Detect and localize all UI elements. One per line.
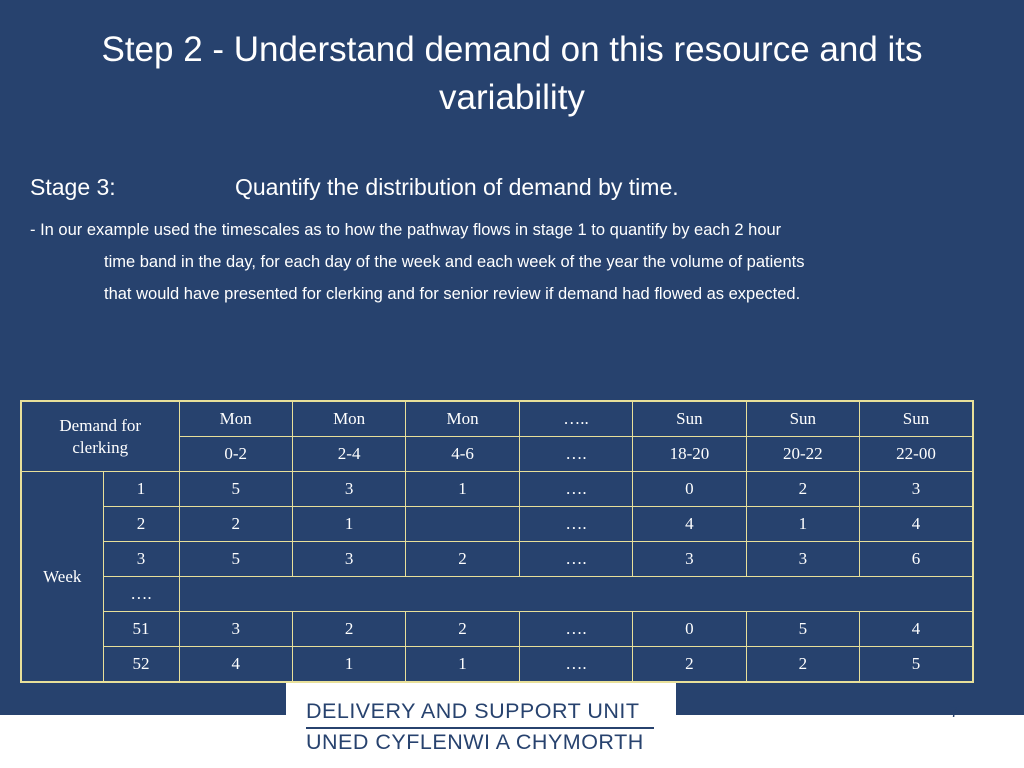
table-row [21,507,973,542]
table-cell: …. [519,647,632,683]
table-cell: 3 [633,542,746,577]
table-cell: 2 [633,647,746,683]
table-cell: 4 [179,647,292,683]
table-cell: 1 [292,507,405,542]
table-row-ellipsis [21,577,973,612]
table-cell: 3 [860,472,973,507]
logo-line-english: DELIVERY AND SUPPORT UNIT [306,699,640,723]
table-cell: 1 [292,647,405,683]
description-line-2: time band in the day, for each day of the week and each week of the year the volume of patients [104,253,805,271]
table-row [21,542,973,577]
table-cell: 3 [746,542,859,577]
logo-line-welsh: UNED CYFLENWI A CHYMORTH [306,730,644,754]
table-cell: 4 [860,507,973,542]
header-day: Sun [746,401,859,437]
table-cell: 4 [633,507,746,542]
table-cell: 5 [746,612,859,647]
table-cell: 1 [746,507,859,542]
week-number: 2 [103,507,179,542]
header-day: Sun [633,401,746,437]
stage-heading [30,172,679,202]
table-cell: 2 [292,612,405,647]
stage-text: Quantify the distribution of demand by time. [235,174,679,200]
table-row [21,612,973,647]
table-cell: 5 [179,542,292,577]
table-cell-empty [179,577,973,612]
page-number: 7 [950,704,959,721]
table-cell: 6 [860,542,973,577]
header-day: Mon [292,401,405,437]
header-band: 4-6 [406,437,519,472]
table-cell: …. [519,507,632,542]
week-number: 1 [103,472,179,507]
week-number: …. [103,577,179,612]
header-day: ….. [519,401,632,437]
header-day: Mon [406,401,519,437]
header-band: 22-00 [860,437,973,472]
week-number: 52 [103,647,179,683]
header-day: Mon [179,401,292,437]
table-cell: …. [519,612,632,647]
header-band: 18-20 [633,437,746,472]
table-cell: 2 [406,612,519,647]
table-cell: 2 [746,647,859,683]
header-row-days [21,401,973,437]
table-cell: 3 [292,542,405,577]
header-band: 2-4 [292,437,405,472]
table-cell: 2 [179,507,292,542]
header-band: …. [519,437,632,472]
table-cell: 2 [406,542,519,577]
table-cell: 5 [860,647,973,683]
table-cell: 4 [860,612,973,647]
unit-logo [286,683,676,768]
table-row [21,647,973,683]
stage-label: Stage 3: [30,174,116,200]
table-corner-label: Demand for clerking [21,401,179,472]
table-cell: 1 [406,647,519,683]
week-number: 51 [103,612,179,647]
header-day: Sun [860,401,973,437]
logo-divider [306,727,654,729]
table-cell: 0 [633,472,746,507]
description-line-1: - In our example used the timescales as to how the pathway flows in stage 1 to quantify by each 2 hour [30,221,782,239]
table-cell: 1 [406,472,519,507]
description-line-3: that would have presented for clerking and for senior review if demand had flowed as expected. [104,285,801,303]
table-cell: 3 [292,472,405,507]
header-band: 0-2 [179,437,292,472]
table-row [21,472,973,507]
description-paragraph [30,214,990,310]
table-cell: 0 [633,612,746,647]
week-number: 3 [103,542,179,577]
header-band: 20-22 [746,437,859,472]
demand-table [20,400,974,683]
table-cell: 3 [179,612,292,647]
slide-title: Step 2 - Understand demand on this resource and its variability [101,30,923,117]
table-cell [406,507,519,542]
table-cell: 2 [746,472,859,507]
table-cell: …. [519,542,632,577]
table-cell: …. [519,472,632,507]
table-cell: 5 [179,472,292,507]
week-row-label: Week [21,472,103,683]
